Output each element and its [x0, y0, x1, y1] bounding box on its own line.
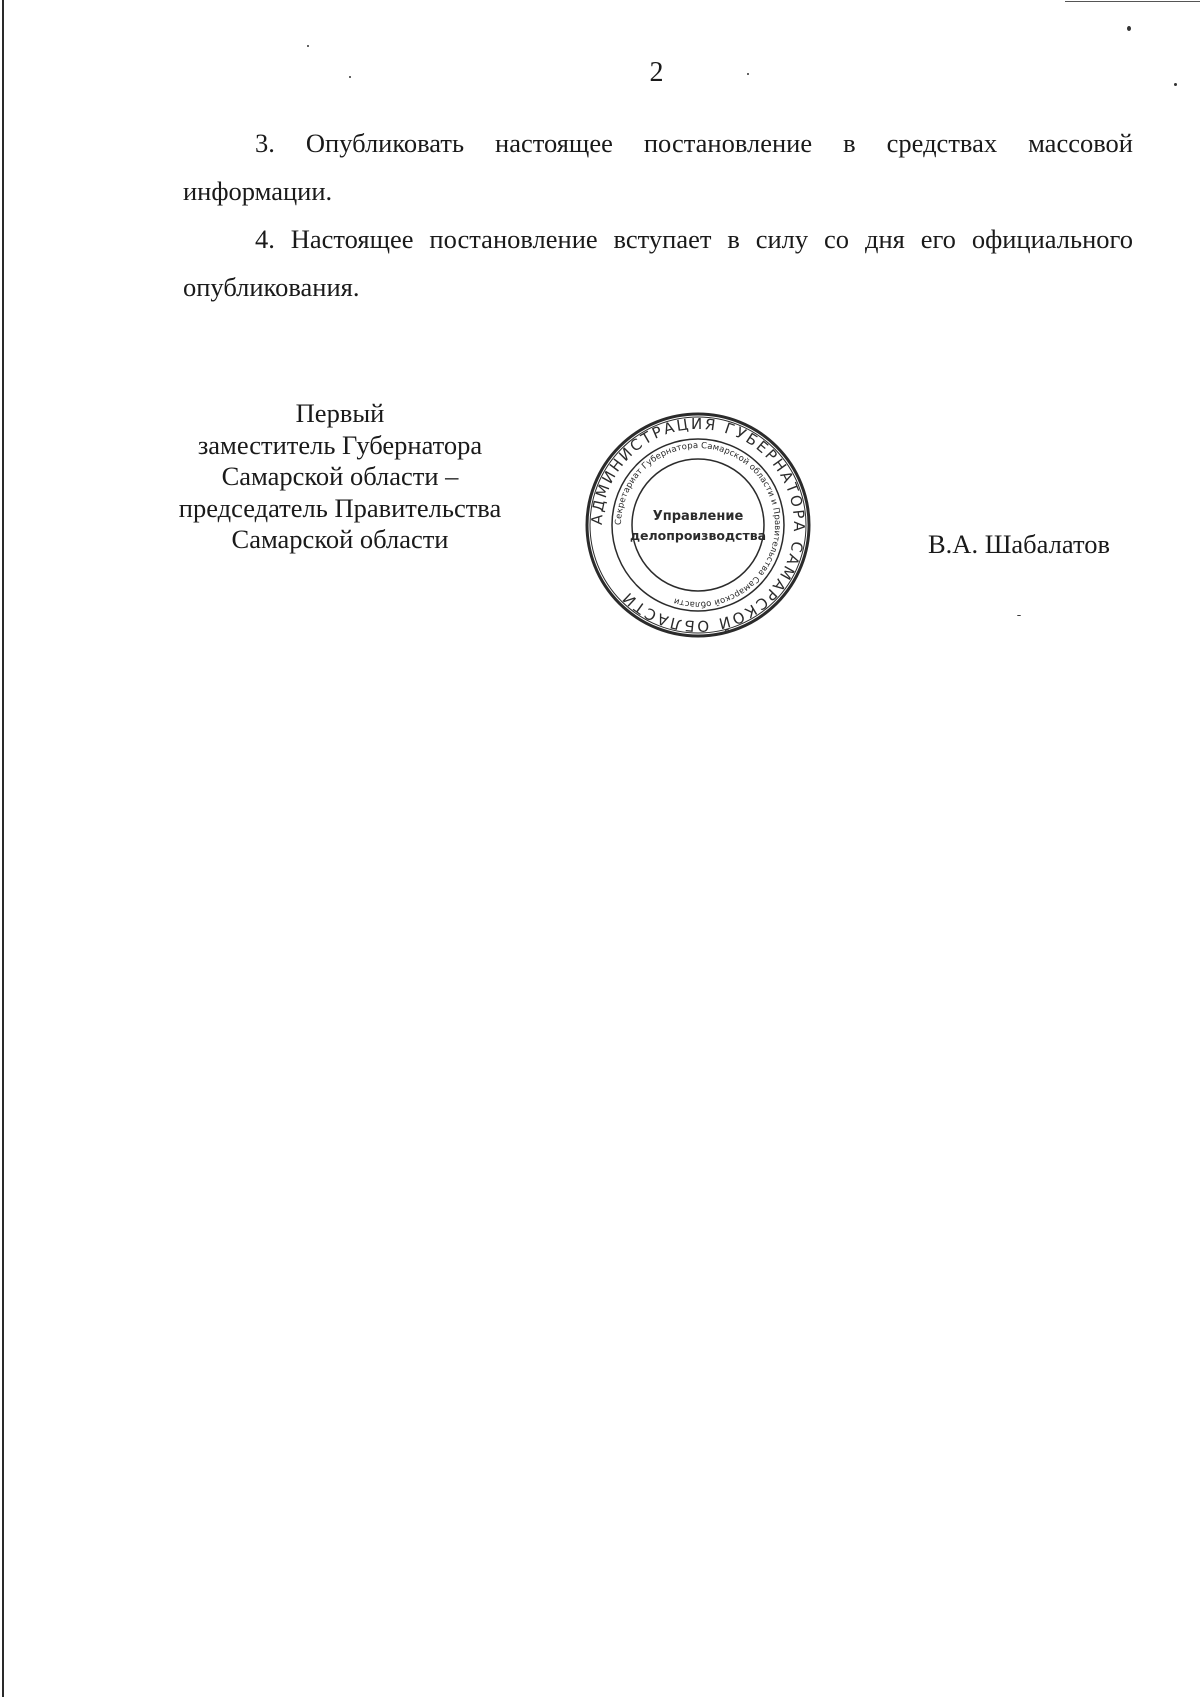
- paragraph-3: [183, 119, 1133, 215]
- signer-title: [150, 398, 530, 556]
- signer-title-line: Самарской области: [231, 524, 449, 554]
- scan-top-line: [1065, 1, 1200, 2]
- seal-center-line-2: делопроизводства: [629, 528, 767, 543]
- paragraph-4-text-1: 4. Настоящее постановление вступает в силу со дня его официального: [255, 224, 1133, 254]
- scan-speck: [1127, 26, 1131, 31]
- paragraph-3-text-1: 3. Опубликовать настоящее постановление в средствах массовой: [255, 128, 1133, 158]
- signer-title-line: заместитель Губернатора: [197, 429, 483, 460]
- paragraph-4-line-1: [183, 215, 1133, 263]
- signer-title-line: Самарской области –: [221, 461, 459, 491]
- paragraph-4: [183, 215, 1133, 311]
- seal-center-line-1: Управление: [652, 509, 744, 524]
- seal-inner-ring: [629, 459, 767, 591]
- seal-inner-text: Секретариат Губернатора Самарской области и Правительства Самарской области: [613, 440, 783, 610]
- signer-name: В.А. Шабалатов: [928, 529, 1110, 559]
- scan-speck: [1017, 615, 1021, 616]
- official-seal: [583, 410, 813, 640]
- seal-outer-text: АДМИНИСТРАЦИЯ ГУБЕРНАТОРА САМАРСКОЙ ОБЛАСТИ: [587, 414, 809, 636]
- seal-middle-ring: [612, 439, 784, 611]
- signer-title-line: председатель Правительства: [178, 492, 502, 523]
- scan-edge-line: [2, 0, 4, 1697]
- signer-title-line: Первый: [295, 398, 385, 428]
- paragraph-3-line-1: [183, 119, 1133, 167]
- paragraph-4-line-2: опубликования.: [183, 272, 360, 302]
- scan-speck: [307, 45, 309, 47]
- paragraph-3-line-2: информации.: [183, 176, 333, 206]
- page-number: 2: [649, 57, 664, 88]
